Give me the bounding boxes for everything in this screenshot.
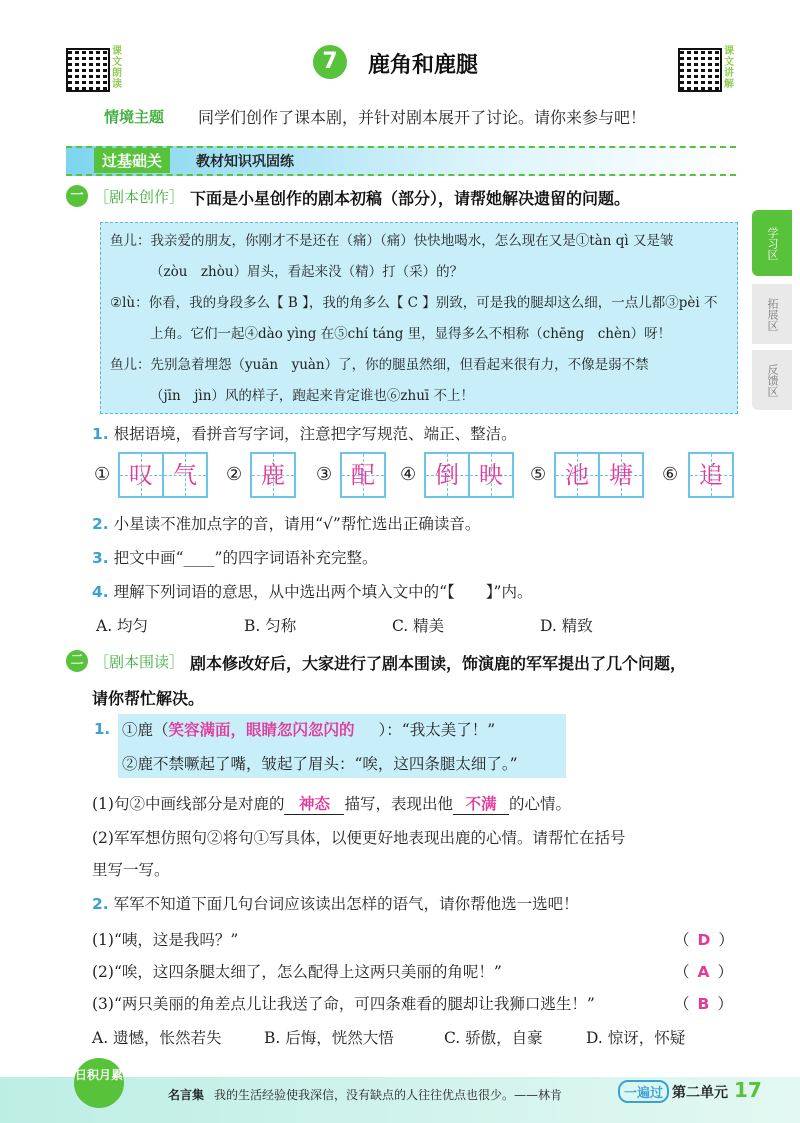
question-text: 理解下列词语的意思，从中选出两个填入文中的“【 】”内。 (113, 583, 533, 601)
option-d: D. 精致 (540, 617, 593, 635)
basics-banner-text: 教材知识巩固练 (196, 154, 294, 170)
sub-answer: 神态 (284, 792, 344, 815)
question-number: 4. (92, 583, 109, 601)
section2-instruction-cont: 请你帮忙解决。 (92, 689, 205, 708)
answer-char: 配 (340, 452, 386, 498)
question-text: 军军不知道下面几句台词应该读出怎样的语气，请你帮他选一选吧！ (113, 895, 579, 913)
option-c: C. 精美 (392, 617, 445, 635)
section2-instruction: 剧本修改好后，大家进行了剧本围读，饰演鹿的军军提出了几个问题， (190, 654, 687, 673)
footer-quote (168, 1086, 562, 1103)
question-number: 2. (92, 895, 109, 913)
question-number: 2. (92, 515, 109, 533)
basics-banner-tag: 过基础关 (94, 148, 170, 173)
tone-item-2: (2)“唉，这四条腿太细了，怎么配得上这两只美丽的角呢！” (92, 963, 502, 981)
s2-question1-number: 1. (94, 720, 111, 738)
qr-left-tag: 课文朗读 (112, 46, 122, 90)
answer-char: 塘 (598, 452, 644, 498)
answer-label: ② (226, 464, 243, 485)
tone-answer-1: （ D ） (674, 931, 734, 949)
script-line: 鱼儿：先别急着埋怨（yuān yuàn）了，你的腿虽然细，但看起来很有力，不像是弱不禁 (110, 357, 649, 373)
page-number: 17 (734, 1078, 762, 1102)
section1-tag: ［剧本创作］ (94, 188, 185, 206)
tone-option-c: C. 骄傲，自豪 (444, 1029, 543, 1047)
s2-sub1 (92, 792, 571, 815)
answer-char: 叹 (118, 452, 164, 498)
script-line: 鱼儿：我亲爱的朋友，你刚才不是还在（痛）（痛）快快地喝水，怎么现在又是①tàn qì 又是皱 (110, 233, 674, 249)
s2-sub2-line1: (2)军军想仿照句②将句①写具体，以便更好地表现出鹿的心情。请帮忙在括号 (92, 829, 626, 847)
answer-label: ① (94, 464, 111, 485)
question2 (92, 512, 480, 534)
option-a: A. 均匀 (96, 617, 149, 635)
answer-char: 气 (162, 452, 208, 498)
script-text (110, 226, 734, 412)
side-tab-feedback[interactable]: 反馈区 (752, 350, 792, 410)
qr-code-left[interactable] (66, 48, 110, 92)
qr-code-right[interactable] (678, 48, 722, 92)
tone-answer-2: （ A ） (674, 963, 734, 981)
sub-text: 的心情。 (508, 795, 571, 813)
question3 (92, 546, 377, 568)
answer-grid (94, 452, 744, 502)
footer-badge: 日积月累 (74, 1058, 124, 1108)
side-tab-study[interactable]: 学习区 (752, 210, 792, 276)
sentence-suffix: ）：“我太美了！” (378, 721, 496, 739)
tone-answer: B (697, 995, 710, 1013)
section1-number: 一 (66, 185, 88, 207)
sub-answer: 不满 (453, 792, 509, 815)
answer-label: ⑤ (530, 464, 547, 485)
section2-tag: ［剧本围读］ (94, 653, 185, 671)
question-text: 把文中画“____”的四字词语补充完整。 (113, 549, 378, 567)
quote-label: 名言集 (168, 1088, 205, 1102)
question1 (92, 422, 517, 444)
answer-char: 池 (554, 452, 600, 498)
sentence-line-2: ②鹿不禁噘起了嘴，皱起了眉头：“唉，这四条腿太细了。” (122, 755, 518, 773)
side-tab-extend[interactable]: 拓展区 (752, 284, 792, 344)
quote-text: 我的生活经验使我深信，没有缺点的人往往优点也很少。——林肯 (214, 1088, 563, 1102)
sub-text: (1)句②中画线部分是对鹿的 (92, 795, 285, 813)
theme-label: 情境主题 (104, 108, 165, 126)
question-number: 3. (92, 549, 109, 567)
script-line: （zòu zhòu）眉头，看起来没（精）打（采）的？ (150, 264, 464, 280)
script-line: （jīn jìn）风的样子，跑起来肯定谁也⑥zhuī 不上！ (150, 388, 475, 404)
section2-number: 二 (66, 650, 88, 672)
qr-right-tag: 课文讲解 (724, 46, 734, 90)
tone-option-d: D. 惊讶，怀疑 (586, 1029, 686, 1047)
answer-label: ③ (316, 464, 333, 485)
script-line: 上角。它们一起④dào yìng 在⑤chí táng 里，显得多么不相称（chēng chèn）呀！ (150, 326, 672, 342)
theme-text: 同学们创作了课本剧，并针对剧本展开了讨论。请你来参与吧！ (198, 108, 647, 127)
sentence-answer: 笑容满面，眼睛忽闪忽闪的 (168, 721, 355, 739)
tone-item-1: (1)“咦，这是我吗？” (92, 931, 239, 949)
tone-answer-3: （ B ） (674, 995, 733, 1013)
sentence-line-1 (122, 718, 495, 740)
option-b: B. 匀称 (244, 617, 297, 635)
answer-label: ⑥ (662, 464, 679, 485)
question4 (92, 580, 532, 602)
tone-item-3: (3)“两只美丽的角差点儿让我送了命，可四条难看的腿却让我狮口逃生！” (92, 995, 595, 1013)
question-text: 小星读不准加点字的音，请用“√”帮忙选出正确读音。 (113, 515, 481, 533)
tone-answer: A (697, 963, 710, 981)
s2-sub2-line2: 里写一写。 (92, 861, 170, 879)
question-number: 1. (92, 425, 109, 443)
tone-answer: D (697, 931, 711, 949)
answer-char: 鹿 (250, 452, 296, 498)
lesson-title: 鹿角和鹿腿 (368, 53, 479, 78)
answer-char: 映 (468, 452, 514, 498)
unit-tag: 一遍过 (618, 1080, 669, 1103)
sub-text: 描写，表现出他 (344, 795, 453, 813)
tone-option-b: B. 后悔，恍然大悟 (264, 1029, 394, 1047)
sentence-prefix: ①鹿（ (122, 721, 169, 739)
unit-name: 第二单元 (672, 1085, 728, 1101)
tone-option-a: A. 遗憾，怅然若失 (92, 1029, 222, 1047)
answer-char: 追 (688, 452, 734, 498)
script-line: ②lù：你看，我的身段多么【 B 】，我的角多么【 C 】别致，可是我的腿却这么细，一点儿都③pèi 不 (110, 295, 718, 311)
section1-instruction: 下面是小星创作的剧本初稿（部分），请帮她解决遗留的问题。 (190, 189, 631, 208)
question-text: 根据语境，看拼音写字词，注意把字写规范、端正、整洁。 (113, 425, 517, 443)
lesson-number: 7 (313, 45, 347, 79)
answer-char: 倒 (424, 452, 470, 498)
answer-label: ④ (400, 464, 417, 485)
s2-question2 (92, 892, 579, 914)
